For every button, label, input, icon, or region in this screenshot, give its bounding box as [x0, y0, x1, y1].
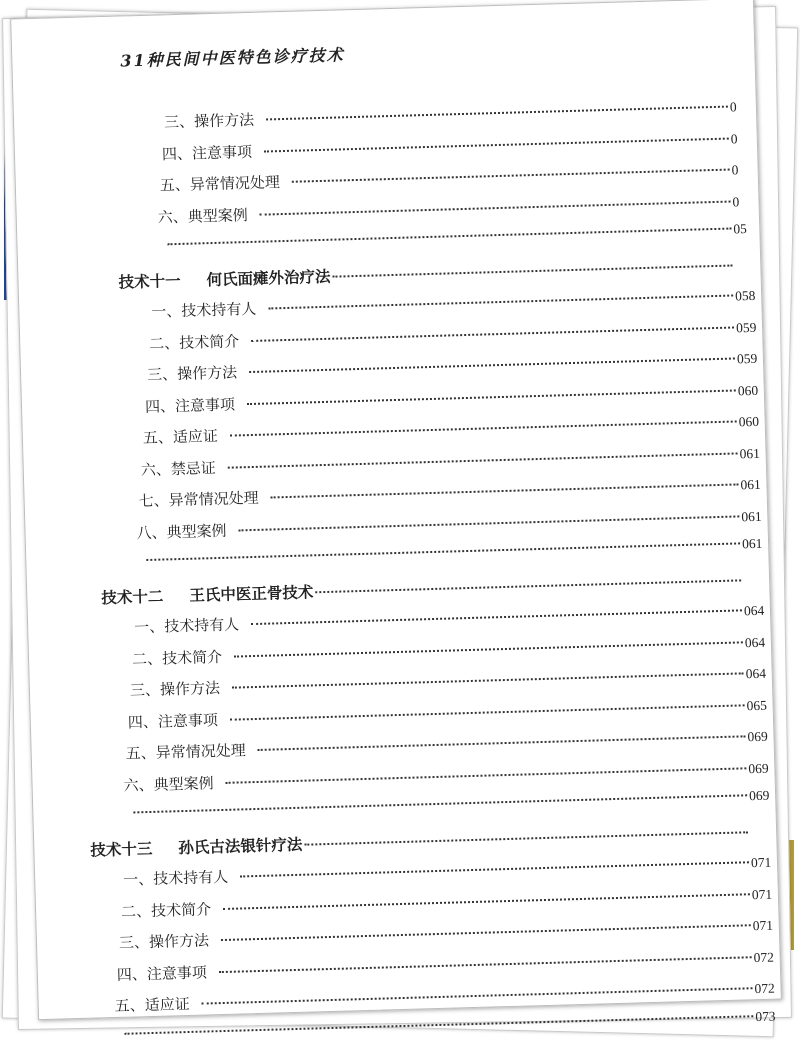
entry-title: 四、注意事项 — [128, 708, 231, 732]
entry-page: 064 — [743, 634, 771, 651]
entry-title: 三、操作方法 — [130, 677, 233, 701]
dot-leader — [228, 452, 738, 468]
section-number: 技术十一 — [118, 268, 183, 292]
entry-page: 071 — [750, 886, 778, 903]
entry-page: 064 — [742, 603, 770, 620]
dot-leader — [239, 515, 740, 531]
dot-leader — [232, 672, 744, 688]
entry-page: 058 — [733, 288, 761, 305]
entry-title: 五、适应证 — [114, 993, 202, 1016]
dot-leader — [251, 609, 742, 625]
entry-page: 061 — [740, 536, 768, 553]
entry-page: 071 — [749, 855, 777, 872]
entry-title: 八、典型案例 — [136, 519, 239, 543]
dot-leader — [315, 579, 741, 593]
section-number: 技术十二 — [101, 584, 166, 608]
dot-leader — [219, 956, 752, 973]
entry-page: 071 — [751, 917, 779, 934]
dot-leader — [226, 767, 747, 784]
dot-leader — [234, 641, 743, 657]
dot-leader — [332, 264, 732, 277]
dot-leader — [249, 357, 735, 373]
section-number: 技术十三 — [90, 836, 155, 860]
entry-title: 二、技术简介 — [121, 897, 224, 921]
entry-title: 四、注意事项 — [162, 140, 265, 164]
entry-page: 061 — [737, 445, 765, 462]
section-title: 何氏面瘫外治疗法 — [206, 264, 333, 290]
entry-title: 四、注意事项 — [117, 961, 220, 985]
entry-page: 059 — [735, 351, 763, 368]
entry-page: 069 — [747, 788, 775, 805]
entry-title: 三、操作方法 — [119, 929, 222, 953]
entry-title: 三、操作方法 — [164, 108, 267, 132]
dot-leader — [264, 137, 729, 152]
dot-leader — [230, 420, 737, 436]
dot-leader — [258, 735, 746, 751]
entry-title: 五、异常情况处理 — [160, 171, 293, 196]
dot-leader — [292, 169, 730, 183]
toc-list — [14, 95, 782, 1060]
entry-page: 060 — [736, 382, 764, 399]
entry-page: 065 — [744, 697, 772, 714]
dot-leader — [251, 326, 734, 341]
entry-title: 四、注意事项 — [145, 393, 248, 417]
entry-title: 一、技术持有人 — [151, 297, 269, 321]
dot-leader — [221, 924, 751, 941]
section-title: 王氏中医正骨技术 — [189, 580, 316, 606]
dot-leader — [271, 483, 739, 498]
entry-page: 061 — [738, 477, 766, 494]
entry-page: 072 — [752, 980, 780, 997]
entry-title: 三、操作方法 — [147, 361, 250, 385]
entry-page: 0 — [728, 99, 756, 116]
toc-page — [10, 0, 782, 1020]
section-title: 孙氏古法银针疗法 — [178, 832, 305, 858]
entry-page: 0 — [730, 193, 758, 210]
entry-title: 二、技术简介 — [132, 645, 235, 669]
dot-leader — [202, 987, 753, 1004]
entry-page: 069 — [745, 729, 773, 746]
running-header: 31种民间中医特色诊疗技术 — [120, 42, 345, 71]
dot-leader — [268, 295, 733, 310]
entry-title: 五、适应证 — [143, 425, 231, 448]
entry-page: 0 — [729, 130, 757, 147]
entry-page: 061 — [739, 508, 767, 525]
entry-page: 060 — [736, 414, 764, 431]
entry-title: 二、技术简介 — [149, 329, 252, 353]
entry-title: 五、异常情况处理 — [125, 739, 258, 764]
entry-title: 一、技术持有人 — [134, 613, 252, 637]
entry-title: 六、典型案例 — [123, 771, 226, 795]
entry-page: 072 — [751, 949, 779, 966]
dot-leader — [304, 831, 748, 845]
entry-title: 六、典型案例 — [157, 203, 260, 227]
entry-title: 六、禁忌证 — [140, 456, 228, 479]
entry-page: 073 — [753, 1008, 781, 1025]
dot-leader — [223, 893, 750, 910]
dot-leader — [260, 200, 731, 215]
dot-leader — [266, 106, 728, 121]
entry-title: 七、异常情况处理 — [138, 486, 271, 511]
dot-leader — [230, 704, 745, 720]
entry-page: 069 — [746, 760, 774, 777]
entry-page: 05 — [731, 221, 759, 238]
dot-leader — [240, 861, 749, 877]
entry-title: 一、技术持有人 — [123, 865, 241, 889]
entry-page: 064 — [744, 666, 772, 683]
entry-page: 0 — [729, 162, 757, 179]
entry-page: 059 — [734, 319, 762, 336]
dot-leader — [247, 389, 736, 405]
